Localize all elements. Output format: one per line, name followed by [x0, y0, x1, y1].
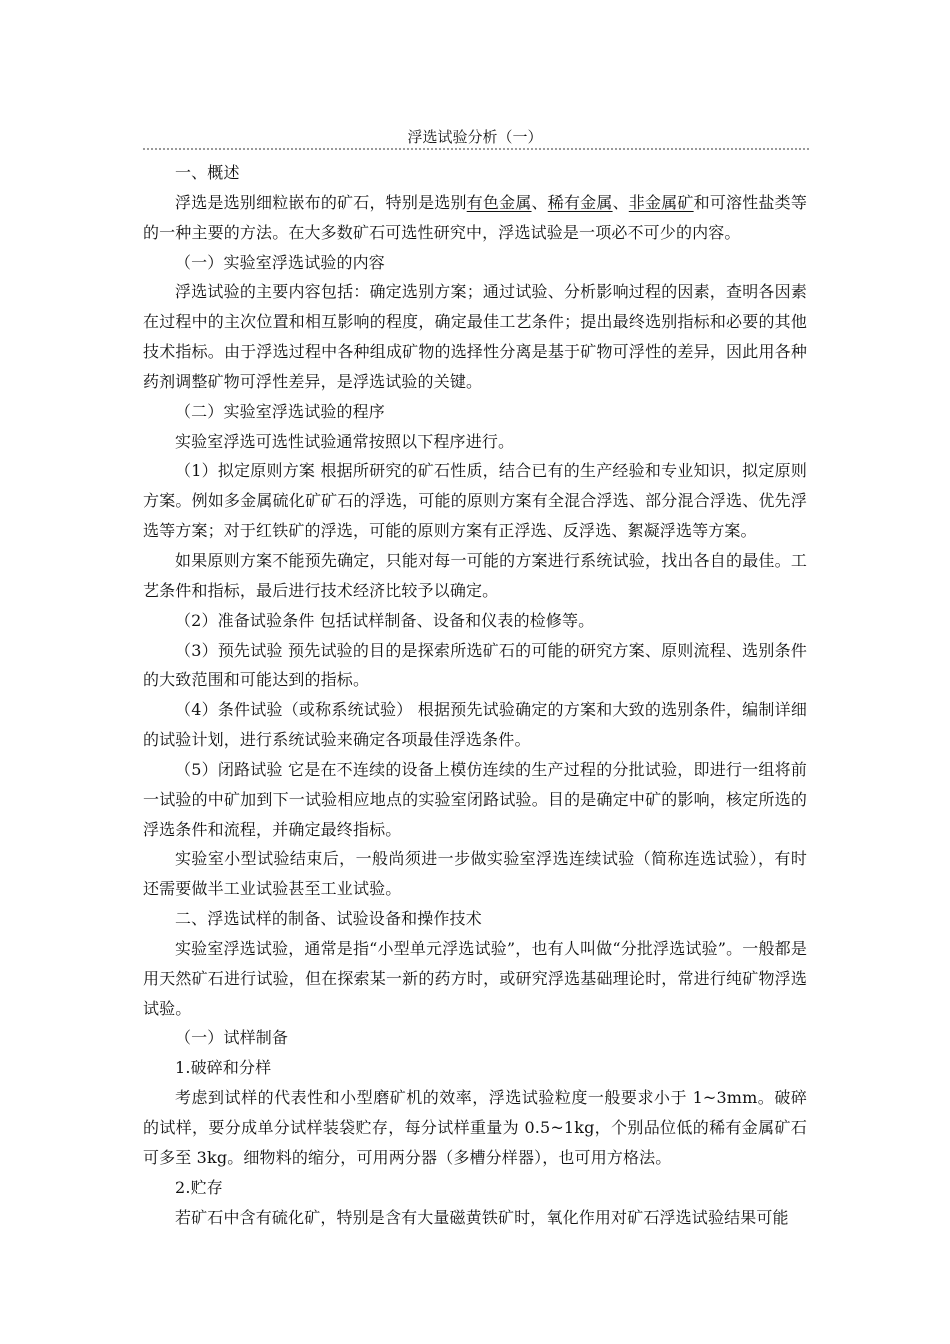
body-paragraph: 如果原则方案不能预先确定，只能对每一可能的方案进行系统试验，找出各自的最佳。工艺条件和指标，最后进行技术经济比较予以确定。 — [143, 550, 807, 600]
body-paragraph: （1）拟定原则方案 根据所研究的矿石性质，结合已有的生产经验和专业知识，拟定原则方案。例如多金属硫化矿矿石的浮选，可能的原则方案有全混合浮选、部分混合浮选、优先浮选等方案；对于红铁矿的浮选，可能的原则方案有正浮选、反浮选、絮凝浮选等方案。 — [143, 461, 807, 541]
body-paragraph: 考虑到试样的代表性和小型磨矿机的效率，浮选试验粒度一般要求小于 1~3mm。破碎的试样，要分成单分试样装袋贮存，每分试样重量为 0.5~1kg，个别品位低的稀有金属矿石可多至 3kg。细物料的缩分，可用两分器（多槽分样器），也可用方格法。 — [143, 1088, 807, 1167]
body-paragraph: 若矿石中含有硫化矿，特别是含有大量磁黄铁矿时，氧化作用对矿石浮选试验结果可能 — [175, 1207, 789, 1227]
body-paragraph: 实验室浮选可选性试验通常按照以下程序进行。 — [175, 431, 515, 451]
body-paragraph: 实验室小型试验结束后，一般尚须进一步做实验室浮选连续试验（简称连选试验），有时还需要做半工业试验甚至工业试验。 — [143, 849, 807, 899]
section-heading: （一）实验室浮选试验的内容 — [175, 252, 385, 272]
section-heading: 二、浮选试样的制备、试验设备和操作技术 — [175, 909, 482, 929]
section-heading: 1.破碎和分样 — [175, 1058, 272, 1078]
body-paragraph: 实验室浮选试验，通常是指“小型单元浮选试验”，也有人叫做“分批浮选试验”。一般都是用天然矿石进行试验，但在探索某一新的药方时，或研究浮选基础理论时，常进行纯矿物浮选试验。 — [143, 938, 807, 1018]
section-heading: 2.贮存 — [175, 1177, 223, 1197]
body-paragraph — [143, 188, 807, 248]
section-heading: （一）试样制备 — [175, 1028, 289, 1048]
paragraph-text: 和可溶性盐类等的一种主要的方法。在大多数矿石可选性研究中，浮选试验是一项必不可少的内容。 — [143, 192, 808, 242]
section-heading: （二）实验室浮选试验的程序 — [175, 401, 385, 421]
term-link[interactable]: 稀有金属 — [547, 192, 613, 212]
title-divider — [143, 148, 809, 150]
section-heading: 一、概述 — [175, 163, 240, 182]
term-link[interactable]: 有色金属 — [466, 192, 532, 212]
body-paragraph: （5）闭路试验 它是在不连续的设备上模仿连续的生产过程的分批试验，即进行一组将前一试验的中矿加到下一试验相应地点的实验室闭路试验。目的是确定中矿的影响，核定所选的浮选条件和流程，并确定最终指标。 — [143, 759, 807, 839]
document-title: 浮选试验分析（一） — [407, 128, 543, 146]
body-paragraph: （3）预先试验 预先试验的目的是探索所选矿石的可能的研究方案、原则流程、选别条件的大致范围和可能达到的指标。 — [143, 640, 807, 690]
body-paragraph: （2）准备试验条件 包括试样制备、设备和仪表的检修等。 — [175, 610, 595, 630]
body-paragraph: 浮选试验的主要内容包括：确定选别方案；通过试验、分析影响过程的因素，查明各因素在过程中的主次位置和相互影响的程度，确定最佳工艺条件；提出最终选别指标和必要的其他技术指标。由于浮选过程中各种组成矿物的选择性分离是基于矿物可浮性的差异，因此用各种药剂调整矿物可浮性差异，是浮选试验的关键。 — [143, 282, 807, 391]
term-link[interactable]: 非金属矿 — [628, 192, 694, 212]
body-paragraph: （4）条件试验（或称系统试验） 根据预先试验确定的方案和大致的选别条件，编制详细的试验计划，进行系统试验来确定各项最佳浮选条件。 — [143, 700, 807, 750]
document-body — [143, 158, 807, 1232]
paragraph-text: 浮选是选别细粒嵌布的矿石，特别是选别 — [175, 192, 467, 212]
paragraph-text: 、 — [612, 192, 629, 212]
paragraph-text: 、 — [531, 192, 548, 212]
